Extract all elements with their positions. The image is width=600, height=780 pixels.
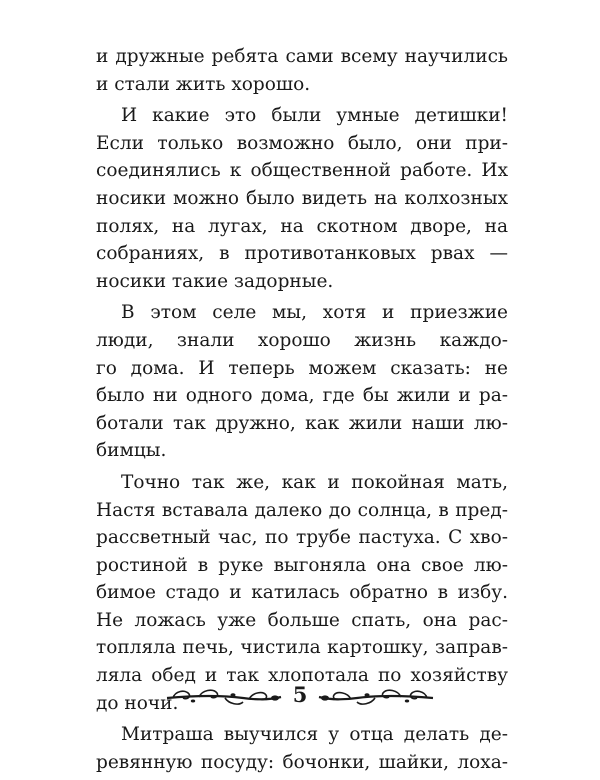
page-footer: [0, 680, 600, 720]
flourish-ornament-icon: [315, 683, 435, 709]
text-line: ботали так дружно, как жили наши лю-: [96, 412, 508, 434]
paragraph-2: [96, 102, 508, 295]
text-line: носики такие задорные.: [96, 270, 334, 292]
body-text: [96, 43, 508, 780]
text-line: И какие это были умные детишки!: [121, 105, 508, 127]
page-number: 5: [292, 682, 308, 707]
text-line: топляла печь, чистила картошку, заправ-: [96, 637, 508, 659]
text-line: бимое стадо и катилась обратно в избу.: [96, 582, 508, 604]
paragraph-5: [96, 721, 508, 776]
text-line: и стали жить хорошо.: [96, 73, 311, 95]
text-line: было ни одного дома, где бы жили и ра-: [96, 385, 508, 407]
text-line: В этом селе мы, хотя и приезжие: [121, 302, 508, 324]
paragraph-1: [96, 43, 508, 98]
text-line: носики можно было видеть на колхозных: [96, 187, 508, 209]
text-line: Точно так же, как и покойная мать,: [121, 471, 508, 493]
text-line: бимцы.: [96, 440, 167, 462]
text-line: люди, знали хорошо жизнь каждо-: [96, 329, 508, 351]
text-line: ростиной в руке выгоняла она свое лю-: [96, 554, 508, 576]
text-line: ляла обед и так хлопотала по хозяйству: [96, 665, 508, 687]
text-line: собраниях, в противотанковых рвах —: [96, 243, 508, 265]
text-line: полях, на лугах, на скотном дворе, на: [96, 215, 508, 237]
text-line: до ночи.: [96, 692, 179, 714]
text-line: и дружные ребята сами всему научились: [96, 46, 508, 67]
text-line: Настя вставала далеко до солнца, в пред-: [96, 499, 508, 521]
text-line: соединялись к общественной работе. Их: [96, 160, 508, 182]
text-line: го дома. И теперь можем сказать: не: [96, 357, 508, 379]
text-line: Если только возможно было, они при-: [96, 132, 508, 154]
text-line: рассветный час, по трубе пастуха. С хво-: [96, 527, 508, 549]
text-line: ревянную посуду: бочонки, шайки, лоха-: [96, 751, 508, 773]
text-line: Не ложась уже больше спать, она рас-: [96, 609, 508, 631]
flourish-ornament-icon: [165, 683, 285, 709]
paragraph-3: [96, 299, 508, 465]
text-line: Митраша выучился у отца делать де-: [121, 724, 508, 746]
